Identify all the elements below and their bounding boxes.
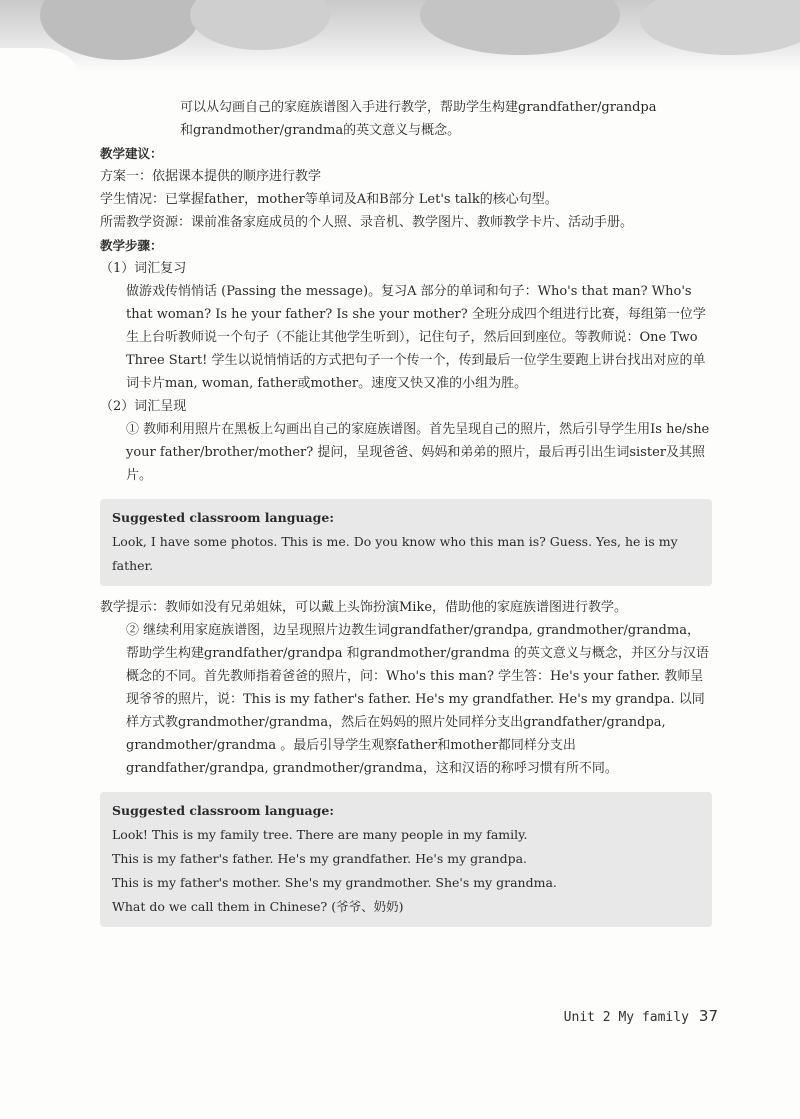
step2-body: ① 教师利用照片在黑板上勾画出自己的家庭族谱图。首先呈现自己的照片，然后引导学生用Is he/she your father/brother/mother? 提问，呈现爸爸、妈妈和弟弟的照片，最后再引出生词sister及其照片。	[126, 422, 710, 483]
classroom-language-box-1	[100, 499, 712, 586]
resources-text: 所需教学资源：课前准备家庭成员的个人照、录音机、教学图片、教师教学卡片、活动手册。	[100, 215, 634, 230]
box2-line: This is my father's father. He's my grandfather. He's my grandpa.	[112, 851, 528, 866]
box2-title: Suggested classroom language:	[112, 803, 334, 818]
student-text: 学生情况：已掌握father，mother等单词及A和B部分 Let's talk的核心句型。	[100, 192, 558, 207]
page-content	[100, 96, 712, 937]
teaching-tip: 教学提示：教师如没有兄弟姐妹，可以戴上头饰扮演Mike，借助他的家庭族谱图进行教学。	[100, 600, 628, 615]
box1-line: Look, I have some photos. This is me. Do you know who this man is? Guess. Yes, he is my father.	[112, 534, 678, 573]
banner-decoration	[420, 0, 620, 55]
header-banner	[0, 0, 800, 72]
banner-decoration	[640, 0, 800, 55]
step2-title: （2）词汇呈现	[100, 399, 187, 414]
step2-part2-body: ② 继续利用家庭族谱图，边呈现照片边教生词grandfather/grandpa, grandmother/grandma，帮助学生构建grandfather/grandpa 和grandmother/grandma 的英文意义与概念，并区分与汉语概念的不同。首先教师指着爸爸的照片，问：Who's this man? 学生答：He's your father. 教师呈现爷爷的照片，说：This is my father's father. He's my grandfather. He's my grandpa. 以同样方式教grandmother/grandma，然后在妈妈的照片处同样分支出grandfather/grandpa, grandmother/grandma 。最后引导学生观察father和mother都同样分支出grandfather/grandpa, grandmother/grandma，这和汉语的称呼习惯有所不同。	[126, 623, 709, 776]
intro-line-1: 可以从勾画自己的家庭族谱图入手进行教学，帮助学生构建grandfather/grandpa	[180, 100, 657, 115]
plan-text: 方案一：依据课本提供的顺序进行教学	[100, 169, 322, 184]
step1-body: 做游戏传悄悄话 (Passing the message)。复习A 部分的单词和句子：Who's that man? Who's that woman? Is he your father? Is she your mother? 全班分成四个组进行比赛，每组第一位学生上台听教师说一个句子（不能让其他学生听到），记住句子，然后回到座位。等教师说：One Two Three Start! 学生以说悄悄话的方式把句子一个传一个，传到最后一位学生要跑上讲台找出对应的单词卡片man, woman, father或mother。速度又快又准的小组为胜。	[126, 284, 706, 391]
box1-title: Suggested classroom language:	[112, 510, 334, 525]
step1-title: （1）词汇复习	[100, 261, 187, 276]
banner-decoration	[190, 0, 330, 50]
page-number: 37	[698, 1007, 718, 1025]
intro-line-2: 和grandmother/grandma的英文意义与概念。	[180, 123, 461, 138]
box2-line: What do we call them in Chinese? (爷爷、奶奶)	[112, 899, 404, 914]
steps-heading: 教学步骤：	[100, 238, 163, 253]
classroom-language-box-2	[100, 792, 712, 927]
suggestion-heading: 教学建议：	[100, 146, 163, 161]
box2-line: Look! This is my family tree. There are many people in my family.	[112, 827, 528, 842]
box2-line: This is my father's mother. She's my grandmother. She's my grandma.	[112, 875, 557, 890]
page-footer	[548, 1007, 718, 1025]
banner-decoration	[40, 0, 200, 60]
banner-cutout	[0, 48, 80, 72]
unit-label: Unit 2 My family	[563, 1010, 689, 1025]
